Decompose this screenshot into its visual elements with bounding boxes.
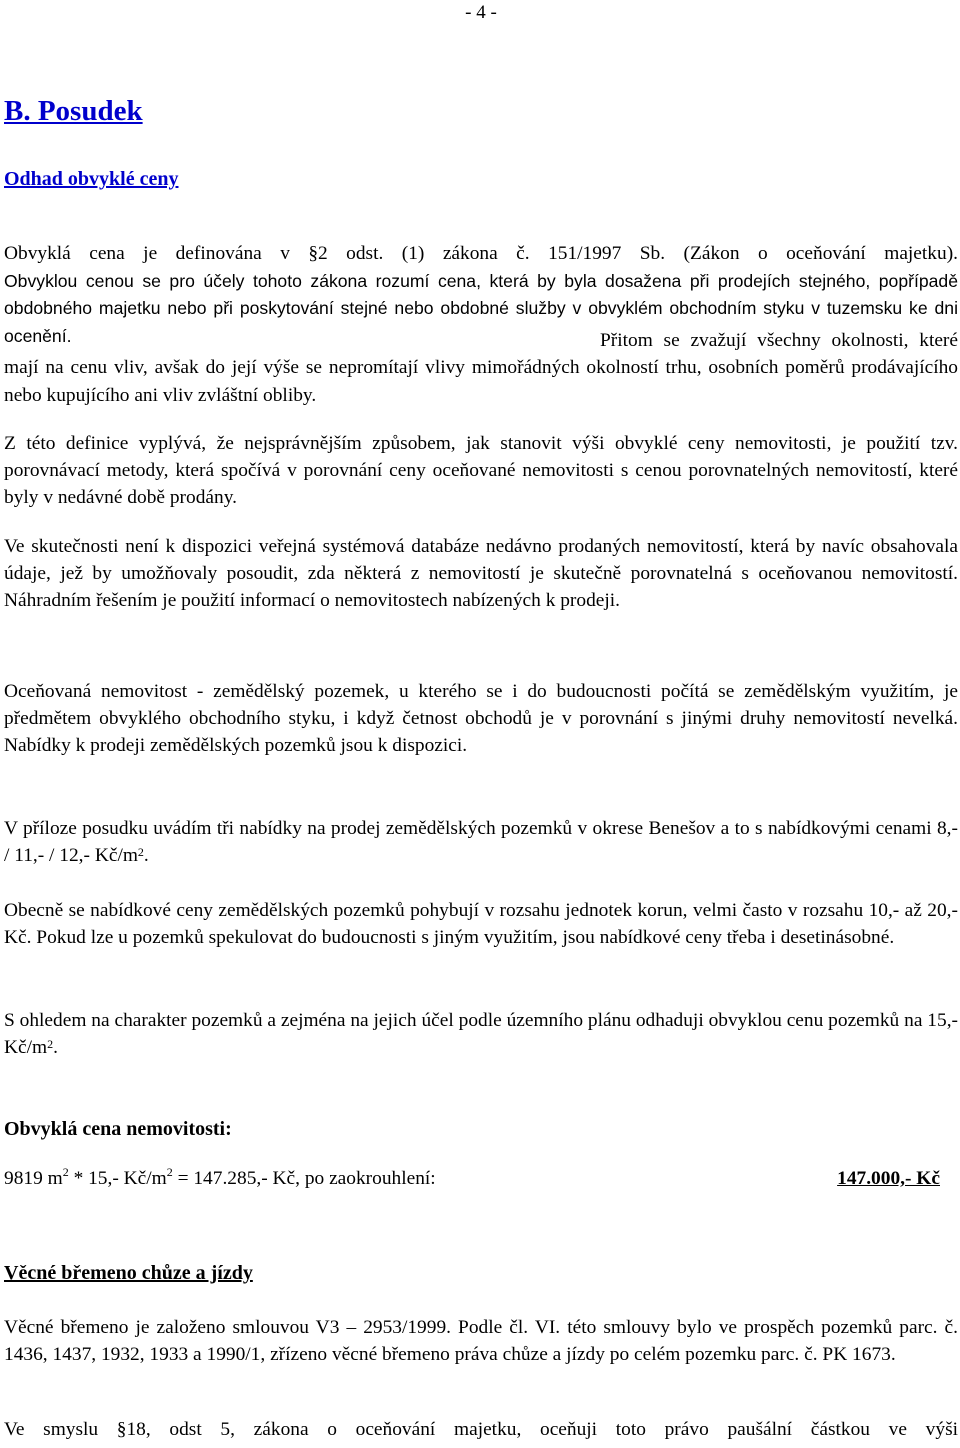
calculation-result: 147.000,- Kč bbox=[837, 1168, 940, 1189]
offers-text: V příloze posudku uvádím tři nabídky na prodej zemědělských pozemků v okrese Benešov a to s nabídkovými cenami 8,- / 11,- / 12,- Kč/m bbox=[4, 818, 958, 867]
odhad-heading: Odhad obvyklé ceny bbox=[4, 168, 179, 190]
paragraph-subject-property: Oceňovaná nemovitost - zemědělský pozemek, u kterého se i do budoucnosti počítá se zemědělským využitím, je předmětem obvyklého obchodního styku, i když četnost obchodů je v porovnání s jinými druhy nemovitostí nevelká. Nabídky k prodeji zemědělských pozemků jsou k dispozici. bbox=[4, 681, 958, 757]
easement-heading: Věcné břemeno chůze a jízdy bbox=[4, 1262, 253, 1284]
superscript: 2 bbox=[62, 1165, 69, 1179]
price-calculation bbox=[4, 1165, 958, 1198]
paragraph-price-range: Obecně se nabídkové ceny zemědělských pozemků pohybují v rozsahu jednotek korun, velmi často v rozsahu 10,- až 20,- Kč. Pokud lze u pozemků spekulovat do budoucnosti s jiným využitím, jsou nabídkové ceny třeba i desetinásobné. bbox=[4, 900, 958, 949]
paragraph-comparison-method: Z této definice vyplývá, že nejsprávnějším způsobem, jak stanovit výši obvyklé ceny nemovitosti, je použití tzv. porovnávací metody, která spočívá v porovnání ceny oceňované nemovitosti s cenou porovnatelných nemovitostí, které byly v nedávné době prodány. bbox=[4, 433, 958, 509]
paragraph-definition-sans: Obvyklou cenou se pro účely tohoto zákona rozumí cena, která by byla dosažena při prodejích stejného, popřípadě obdobného majetku nebo při poskytování stejné nebo obdobné služby v obvyklém obchodním styku v tuzemsku ke dni ocenění. bbox=[4, 271, 958, 346]
paragraph-database: Ve skutečnosti není k dispozici veřejná systémová databáze nedávno prodaných nemovitostí, která by navíc obsahovala údaje, jež by umožňovaly posoudit, zda některá z nemovitostí je skutečně porovnatelná s oceňovanou nemovitostí. Náhradním řešením je použití informací o nemovitostech nabízených k prodeji. bbox=[4, 536, 958, 612]
superscript: 2 bbox=[137, 845, 144, 860]
calc-total: = 147.285,- Kč, po zaokrouhlení: bbox=[172, 1168, 436, 1189]
superscript: 2 bbox=[47, 1037, 54, 1052]
calc-unit-price: * 15,- Kč/m bbox=[68, 1168, 167, 1189]
calculation-expression bbox=[4, 1165, 436, 1190]
paragraph-definition-circumstances: Přitom se zvažují všechny okolnosti, které mají na cenu vliv, avšak do její výše se nepromítají vlivy mimořádných okolností trhu, osobních poměrů prodávajícího nebo kupujícího ani vliv zvláštní obliby. bbox=[4, 330, 958, 406]
paragraph-offers bbox=[4, 815, 958, 869]
estimate-text: S ohledem na charakter pozemků a zejména na jejich účel podle územního plánu odhaduji obvyklou cenu pozemků na 15,- Kč/m bbox=[4, 1010, 958, 1059]
calc-area: 9819 m bbox=[4, 1168, 63, 1189]
page-number: - 4 - bbox=[465, 2, 497, 23]
section-title: B. Posudek bbox=[4, 95, 143, 127]
paragraph-easement: Věcné břemeno je založeno smlouvou V3 – 2953/1999. Podle čl. VI. této smlouvy bylo ve prospěch pozemků parc. č. 1436, 1437, 1932, 1933 a 1990/1, zřízeno věcné břemeno práva chůze a jízdy po celém pozemku parc. č. PK 1673. bbox=[4, 1317, 958, 1366]
paragraph-definition-ref: Obvyklá cena je definována v §2 odst. (1) zákona č. 151/1997 Sb. (Zákon o oceňování majetku). bbox=[4, 243, 958, 264]
usual-price-heading: Obvyklá cena nemovitosti: bbox=[4, 1118, 232, 1140]
paragraph-estimate bbox=[4, 1007, 958, 1061]
paragraph-valuation: Ve smyslu §18, odst 5, zákona o oceňování majetku, oceňuji toto právo paušální částkou ve výši bbox=[4, 1419, 958, 1440]
offers-end: . bbox=[143, 845, 149, 867]
superscript: 2 bbox=[166, 1165, 173, 1179]
estimate-end: . bbox=[53, 1037, 58, 1059]
